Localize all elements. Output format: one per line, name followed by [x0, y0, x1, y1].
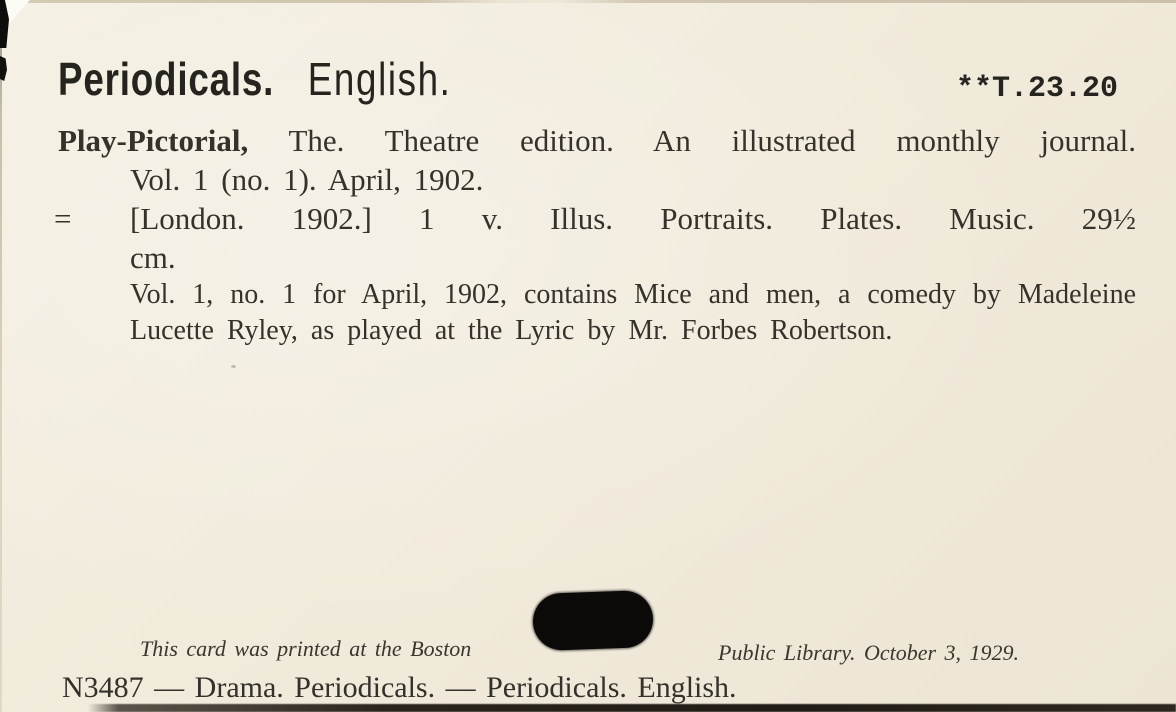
- tracing-line: N3487 — Drama. Periodicals. — Periodicals. English.: [62, 671, 737, 704]
- entry-title-rest: The. Theatre edition. An illustrated monthly journal.: [248, 123, 1136, 158]
- imprint-text-left: This card was printed at the Boston: [140, 636, 472, 661]
- scan-edge-mark-lower: [0, 56, 7, 81]
- entry-title-line: [58, 121, 1136, 160]
- scan-edge-left: [0, 0, 2, 712]
- equals-mark: =: [54, 201, 72, 236]
- catalog-entry: [54, 121, 1136, 349]
- entry-collation-text: [London. 1902.] 1 v. Illus. Portraits. Plates. Music. 29½: [130, 201, 1136, 236]
- entry-volume-line: Vol. 1 (no. 1). April, 1902.: [130, 162, 484, 197]
- entry-note-line-2: Lucette Ryley, as played at the Lyric by Mr. Forbes Robertson.: [130, 315, 893, 346]
- subject-heading-main: Periodicals.: [58, 53, 275, 105]
- call-number: **T.23.20: [955, 72, 1118, 106]
- hole-punch-redaction: [532, 590, 654, 651]
- entry-title-main: Play-Pictorial,: [58, 123, 249, 158]
- subject-heading: [58, 52, 452, 106]
- entry-collation-cm: cm.: [130, 240, 176, 275]
- scan-edge-bottom-shadow: [88, 704, 1176, 712]
- entry-note-line-1: Vol. 1, no. 1 for April, 1902, contains Mice and men, a comedy by Madeleine: [130, 279, 1136, 310]
- scan-edge-top: [0, 0, 1176, 3]
- subject-heading-sub: English.: [307, 53, 452, 105]
- entry-collation-line: [54, 199, 1136, 238]
- paper-speck: [231, 365, 236, 368]
- imprint-text-right: Public Library. October 3, 1929.: [718, 640, 1020, 665]
